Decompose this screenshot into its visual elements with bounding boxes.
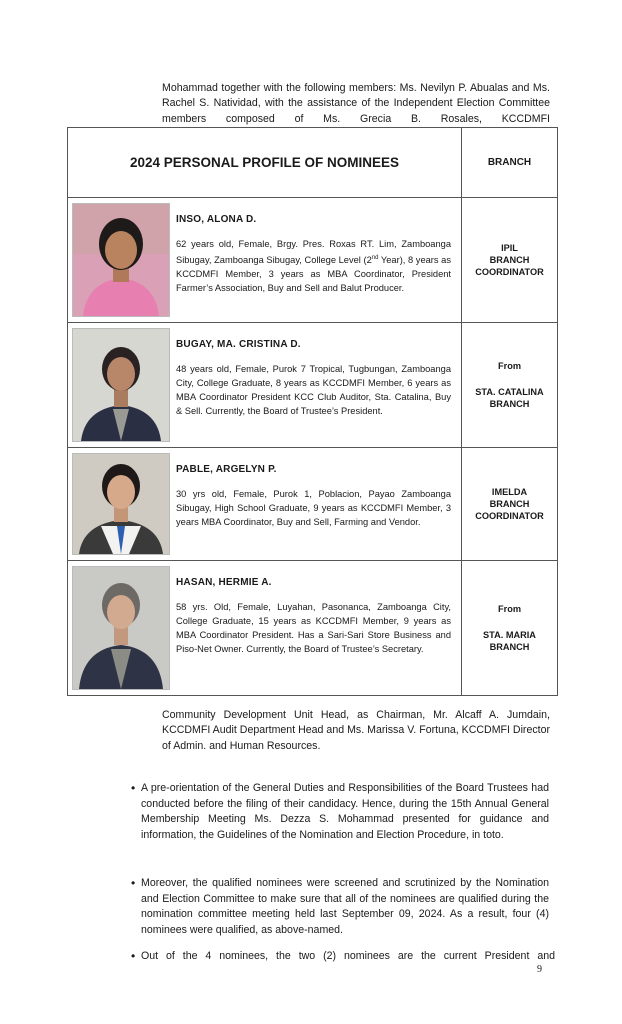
nominee-name: PABLE, ARGELYN P. — [176, 464, 277, 475]
bullet-dot-icon: • — [131, 876, 136, 890]
nominee-description: 48 years old, Female, Purok 7 Tropical, Tugbungan, Zamboanga City, College Graduate, 8 years as KCCDMFI Member, 6 years as MBA Coordinator President KCC Club Auditor, Sta. Catalina, Buy & Sell. Currently, the Board of Trustee’s President. — [176, 364, 451, 416]
page-number: 9 — [537, 964, 542, 975]
nominee-description: 30 yrs old, Female, Purok 1, Poblacion, Payao Zamboanga Sibugay, High School Graduate, 9 years as KCCDMFI Member, 3 years MBA Coordinator, Buy and Sell, Farming and Vendor. — [176, 489, 451, 527]
nominee-description: 62 years old, Female, Brgy. Pres. Roxas RT. Lim, Zamboanga Sibugay, Zamboanga Sibugay, College Level (2nd Year), 8 years as KCCDMFI Member, 3 years as MBA Coordinator, President Farmer’s Association, Buy and Sell and Balut Producer. — [176, 239, 451, 294]
nominee-name: BUGAY, MA. CRISTINA D. — [176, 339, 301, 350]
intro-paragraph: Mohammad together with the following members: Ms. Nevilyn P. Abualas and Ms. Rachel S. Natividad, with the assistance of the Independent Election Committee members composed of Ms. Grecia B. Rosales, KCCDMFI — [162, 81, 550, 125]
table-row — [68, 561, 558, 696]
nominee-photo — [72, 203, 170, 317]
nominee-photo — [72, 328, 170, 442]
nominee-branch: From STA. CATALINA BRANCH — [462, 323, 558, 448]
bullet-item: • A pre-orientation of the General Duties and Responsibilities of the Board Trustees had conducted before the filing of their candidacy. Hence, during the 15th Annual General Membership Meeting Ms. Dezza S. Mohammad presented for guidance and information, the Guidelines of the Nomination and Election Procedure, in toto. — [131, 781, 549, 841]
nominee-branch: IPIL BRANCH COORDINATOR — [462, 198, 558, 323]
nominee-name: HASAN, HERMIE A. — [176, 577, 272, 588]
table-row — [68, 448, 558, 561]
bullet-dot-icon: • — [131, 949, 136, 963]
outro-paragraph: Community Development Unit Head, as Chairman, Mr. Alcaff A. Jumdain, KCCDMFI Audit Department Head and Ms. Marissa V. Fortuna, KCCDMFI Director of Admin. and Human Resources. — [162, 708, 550, 752]
nominee-description: 58 yrs. Old, Female, Luyahan, Pasonanca, Zamboanga City, College Graduate, 15 years as KCCDMFI Member, 9 years as MBA Coordinator President. Has a Sari-Sari Store Business and Piso-Net Owner. Currently, the Board of Trustee’s Secretary. — [176, 602, 451, 654]
branch-header: BRANCH — [462, 128, 558, 198]
nominees-table — [67, 127, 558, 696]
table-header-row — [68, 128, 558, 198]
nominee-photo — [72, 453, 170, 555]
nominee-photo — [72, 566, 170, 690]
nominee-branch: From STA. MARIA BRANCH — [462, 561, 558, 696]
nominee-branch: IMELDA BRANCH COORDINATOR — [462, 448, 558, 561]
table-row — [68, 323, 558, 448]
bullet-dot-icon: • — [131, 781, 136, 795]
table-row — [68, 198, 558, 323]
bullet-item: • Moreover, the qualified nominees were screened and scrutinized by the Nomination and Election Committee to make sure that all of the nominees are qualified during the nomination committee meeting held last September 09, 2024. As a result, four (4) nominees were qualified, as above-named. — [131, 876, 549, 936]
table-title: 2024 PERSONAL PROFILE OF NOMINEES — [68, 128, 462, 198]
nominee-name: INSO, ALONA D. — [176, 214, 257, 225]
bullet-item: • Out of the 4 nominees, the two (2) nominees are the current President and — [131, 949, 555, 963]
